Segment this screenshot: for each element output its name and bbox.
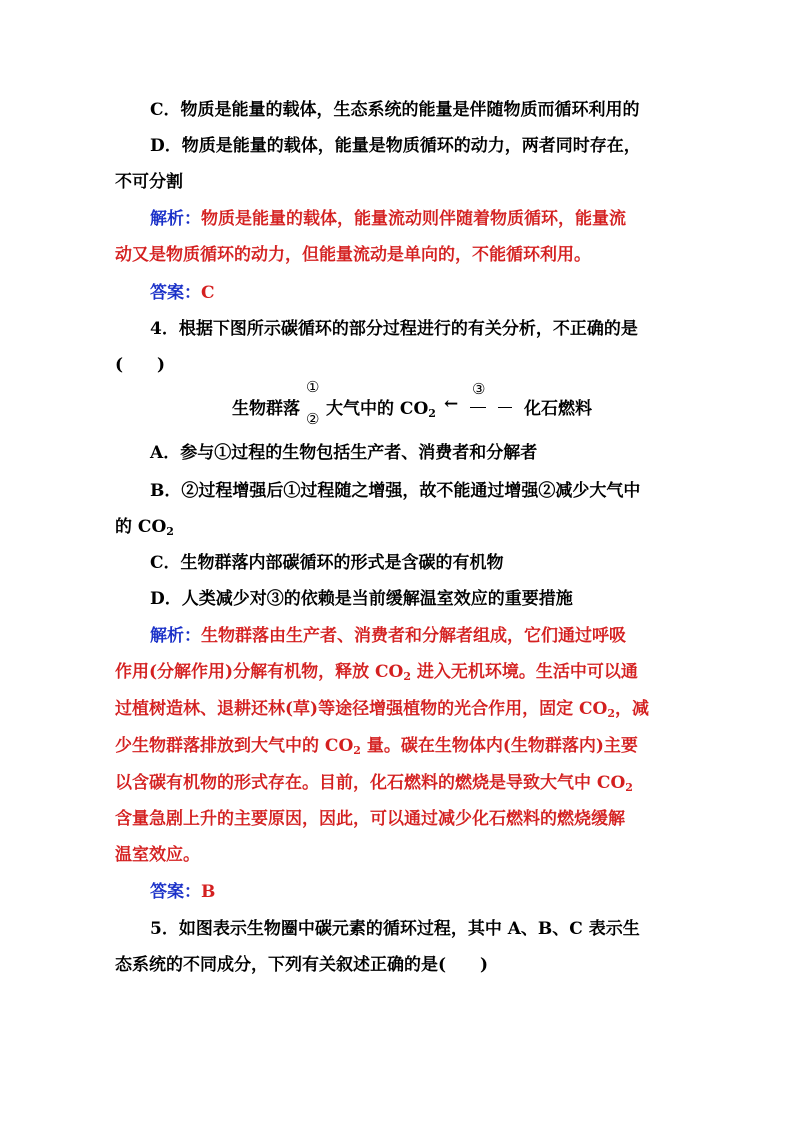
arrow-icon: ←: [444, 394, 459, 414]
carbon-cycle-diagram: [232, 380, 652, 432]
option-d: D．人类减少对③的依赖是当前缓解温室效应的重要措施: [150, 589, 573, 609]
answer-label: 答案：: [150, 882, 201, 902]
analysis-label: 解析：: [150, 626, 201, 646]
diagram-atmosphere-co2: 大气中的 $CO_2$: [326, 399, 436, 420]
diagram-fossil-fuel: 化石燃料: [524, 399, 592, 419]
answer-label: 答案：: [150, 283, 201, 303]
analysis-4-line4: 少生物群落排放到大气中的 $CO_2$ 量。碳在生物体内(生物群落内)主要: [115, 736, 638, 757]
process-3-label: ③: [472, 380, 486, 398]
answer-3: [150, 281, 685, 305]
analysis-4-line3: 过植树造林、退耕还林(草)等途径增强植物的光合作用，固定 $CO_2$，减: [115, 699, 649, 720]
option-b-cont: 的 $CO_2$: [115, 517, 174, 538]
option-c: C．生物群落内部碳循环的形式是含碳的有机物: [150, 553, 504, 573]
question-4: 4．根据下图所示碳循环的部分过程进行的有关分析，不正确的是: [150, 319, 638, 339]
option-d-prev: D．物质是能量的载体，能量是物质循环的动力，两者同时存在，: [150, 136, 641, 156]
option-b: B．②过程增强后①过程随之增强，故不能通过增强②减少大气中: [150, 481, 641, 501]
question-4-bracket: ( ): [115, 355, 166, 375]
answer-value: C: [201, 283, 215, 303]
analysis-label: 解析：: [150, 209, 201, 229]
process-1-label: ①: [306, 378, 320, 396]
option-a: A．参与①过程的生物包括生产者、消费者和分解者: [150, 443, 538, 463]
option-d-prev-cont: 不可分割: [115, 172, 183, 192]
arrow-line-segment: [498, 407, 512, 408]
analysis-4-line6: 含量急剧上升的主要原因，因此，可以通过减少化石燃料的燃烧缓解: [115, 809, 625, 829]
question-5: 5．如图表示生物圈中碳元素的循环过程，其中 A、B、C 表示生: [150, 919, 640, 939]
answer-value: B: [201, 882, 216, 902]
process-2-label: ②: [306, 410, 320, 428]
analysis-4-line2: 作用(分解作用)分解有机物，释放 $CO_2$ 进入无机环境。生活中可以通: [115, 662, 638, 683]
analysis-4: 解析：生物群落由生产者、消费者和分解者组成，它们通过呼吸: [150, 626, 626, 646]
analysis-3-cont: 动又是物质循环的动力，但能量流动是单向的，不能循环利用。: [115, 245, 591, 265]
arrow-line-segment: [470, 407, 486, 408]
diagram-community: 生物群落: [232, 399, 300, 419]
answer-4: [150, 880, 685, 904]
analysis-4-line7: 温室效应。: [115, 845, 200, 865]
option-c-prev: C．物质是能量的载体，生态系统的能量是伴随物质而循环利用的: [150, 100, 640, 120]
question-5-cont: 态系统的不同成分，下列有关叙述正确的是( ): [115, 955, 489, 975]
analysis-4-line5: 以含碳有机物的形式存在。目前，化石燃料的燃烧是导致大气中 $CO_2$: [115, 773, 633, 794]
analysis-3: 解析：物质是能量的载体，能量流动则伴随着物质循环，能量流: [150, 209, 626, 229]
